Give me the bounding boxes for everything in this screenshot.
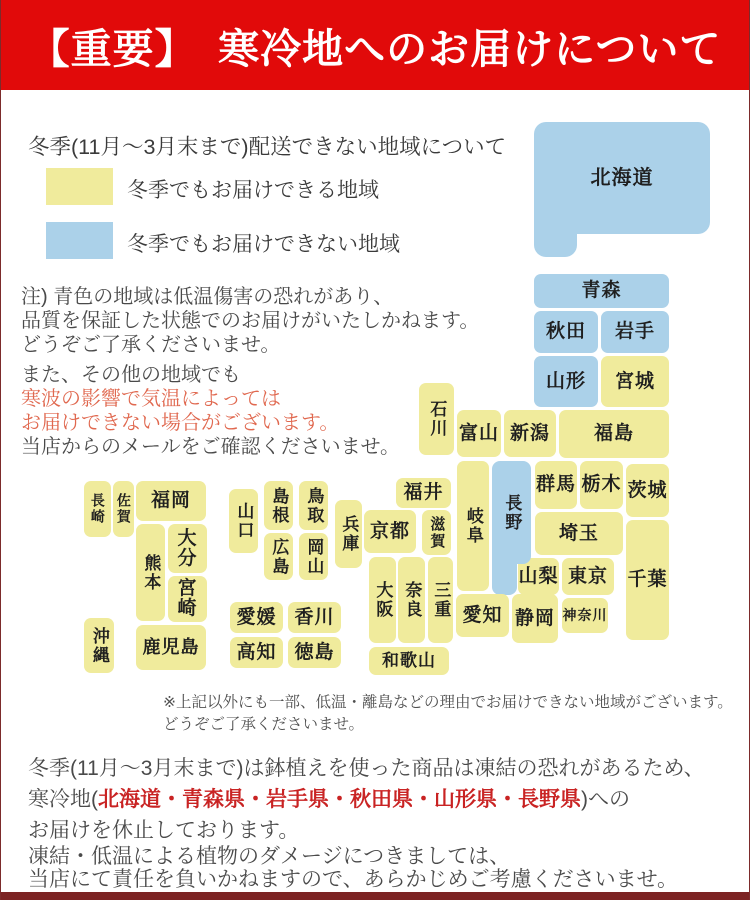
prefecture-tochigi: 栃木 [580, 461, 623, 509]
legend-label-not-deliverable: 冬季でもお届けできない地域 [127, 233, 400, 256]
note-line: 当店からのメールをご確認くださいませ。 [21, 436, 400, 458]
prefecture-oita: 大分 [168, 524, 207, 573]
prefecture-tokushima: 徳島 [288, 637, 341, 668]
legend-label-deliverable: 冬季でもお届けできる地域 [127, 179, 379, 202]
prefecture-okinawa: 沖縄 [84, 618, 114, 673]
prefecture-osaka: 大阪 [369, 557, 396, 643]
prefecture-tottori: 鳥取 [299, 481, 328, 530]
line2-prefix: 寒冷地( [28, 788, 98, 811]
prefecture-saitama: 埼玉 [535, 512, 623, 555]
note-line: また、その他の地域でも [21, 364, 241, 386]
prefecture-nagasaki: 長崎 [84, 481, 111, 537]
prefecture-nara: 奈良 [398, 557, 425, 643]
cold-region-prefecture-list: 北海道・青森県・岩手県・秋田県・山形県・長野県 [98, 788, 581, 811]
prefecture-nagano-foot [492, 545, 517, 595]
prefecture-hiroshima: 広島 [264, 533, 293, 580]
prefecture-aomori: 青森 [534, 274, 669, 308]
line2-suffix: )への [581, 788, 630, 811]
prefecture-gunma: 群馬 [535, 461, 577, 509]
note-line: 注) 青色の地域は低温傷害の恐れがあり、 [21, 286, 394, 308]
prefecture-hokkaido-foot [534, 196, 577, 257]
prefecture-shiga: 滋賀 [422, 510, 451, 555]
legend-swatch-not-deliverable [46, 222, 113, 259]
prefecture-fukushima: 福島 [559, 410, 669, 458]
prefecture-nagano: 長野 [492, 461, 531, 564]
prefecture-kagoshima: 鹿児島 [136, 625, 206, 670]
prefecture-niigata: 新潟 [504, 410, 556, 457]
page-title: 【重要】 寒冷地へのお届けについて [28, 25, 722, 72]
legend-swatch-deliverable [46, 168, 113, 205]
footnote-line: ※上記以外にも一部、低温・離島などの理由でお届けできない地域がございます。 [163, 694, 733, 711]
prefecture-hyogo: 兵庫 [335, 500, 362, 568]
bottom-paragraph-line5: 当店にて責任を負いかねますので、あらかじめご考慮くださいませ。 [28, 868, 678, 891]
prefecture-kanagawa: 神奈川 [562, 598, 608, 633]
prefecture-kochi: 高知 [230, 637, 283, 668]
prefecture-tokyo: 東京 [562, 558, 614, 595]
prefecture-aichi: 愛知 [456, 594, 509, 637]
bottom-paragraph-line3: お届けを休止しております。 [28, 819, 300, 842]
prefecture-chiba: 千葉 [626, 520, 669, 640]
prefecture-saga: 佐賀 [113, 481, 134, 537]
prefecture-kyoto: 京都 [364, 510, 416, 553]
note-other-region [21, 363, 400, 459]
note-line-warning: お届けできない場合がございます。 [21, 412, 340, 434]
prefecture-yamagata: 山形 [534, 356, 598, 407]
header-banner [1, 0, 749, 90]
prefecture-shizuoka: 静岡 [512, 594, 558, 643]
bottom-paragraph-line1: 冬季(11月〜3月末まで)は鉢植えを使った商品は凍結の恐れがあるため、 [28, 757, 705, 780]
prefecture-ibaraki: 茨城 [626, 464, 669, 517]
prefecture-hokkaido: 北海道 [534, 122, 710, 234]
prefecture-akita: 秋田 [534, 311, 598, 353]
prefecture-miyagi: 宮城 [601, 356, 669, 407]
prefecture-wakayama: 和歌山 [369, 647, 449, 675]
prefecture-miyazaki: 宮崎 [168, 576, 207, 622]
prefecture-fukuoka: 福岡 [136, 481, 206, 521]
footer-bar [1, 892, 749, 900]
prefecture-mie: 三重 [428, 557, 453, 643]
note-blue-region [21, 285, 479, 357]
bottom-paragraph-line4: 凍結・低温による植物のダメージにつきましては、 [28, 845, 511, 868]
map-footnote [163, 692, 733, 736]
prefecture-okayama: 岡山 [299, 533, 328, 580]
prefecture-yamaguchi: 山口 [229, 489, 258, 553]
note-line-warning: 寒波の影響で気温によっては [21, 388, 281, 410]
note-line: 品質を保証した状態でのお届けがいたしかねます。 [21, 310, 480, 332]
prefecture-ehime: 愛媛 [230, 602, 283, 633]
prefecture-toyama: 富山 [457, 410, 501, 457]
prefecture-fukui: 福井 [396, 478, 451, 508]
prefecture-yamanashi: 山梨 [518, 558, 559, 595]
legend-title: 冬季(11月〜3月末まで)配送できない地域について [28, 135, 507, 159]
prefecture-kagawa: 香川 [288, 602, 341, 633]
prefecture-iwate: 岩手 [601, 311, 669, 353]
note-line: どうぞご了承くださいませ。 [21, 334, 281, 356]
prefecture-shimane: 島根 [264, 481, 293, 530]
prefecture-ishikawa: 石川 [419, 383, 454, 455]
bottom-paragraph-line2 [28, 783, 630, 813]
prefecture-kumamoto: 熊本 [136, 524, 165, 621]
footnote-line: どうぞご了承くださいませ。 [163, 716, 365, 733]
prefecture-gifu: 岐阜 [457, 461, 489, 591]
